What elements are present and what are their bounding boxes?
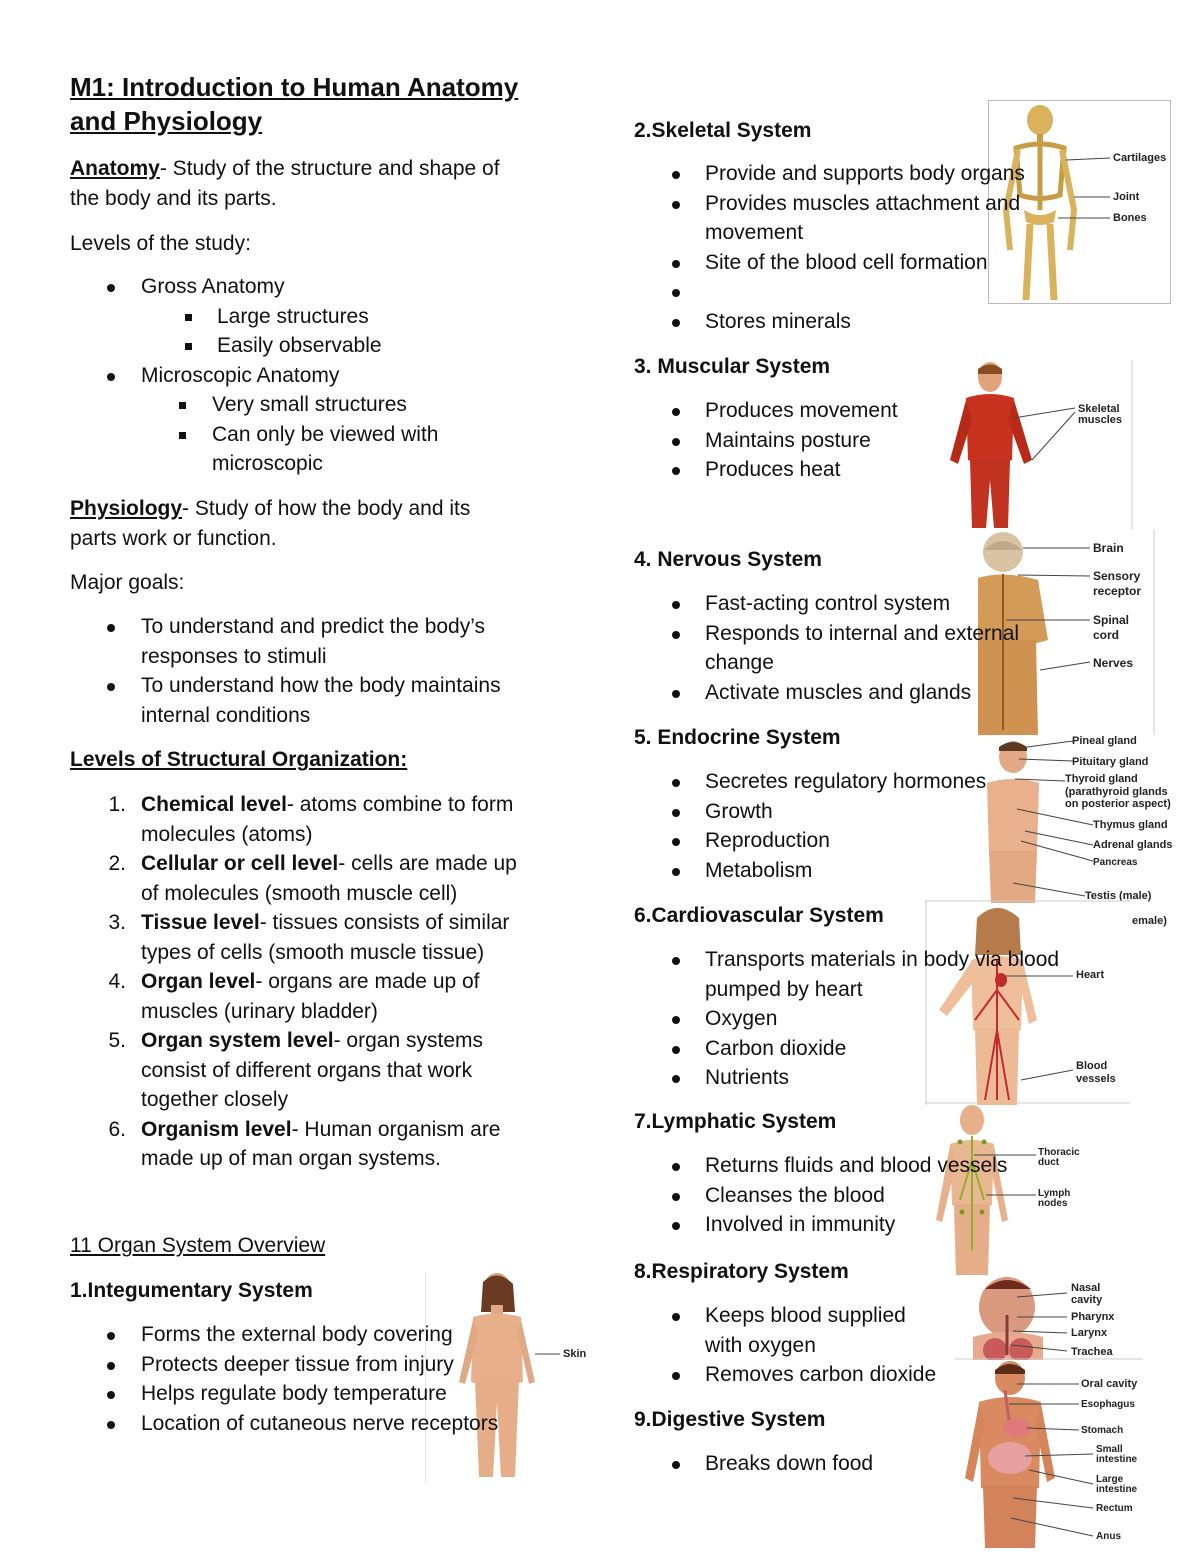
figure-label: nodes xyxy=(1038,1198,1068,1209)
item-text: Site of the blood cell formation xyxy=(705,250,988,274)
list-item xyxy=(70,420,570,450)
square-bullet xyxy=(179,402,186,409)
item-text: Provide and supports body organs xyxy=(705,162,1025,185)
level-name: Chemical level xyxy=(141,793,287,816)
figure-label: receptor xyxy=(1093,584,1142,598)
figure-label: Joint xyxy=(1113,191,1140,203)
bullet xyxy=(672,1163,680,1171)
figure-label: Large xyxy=(1096,1474,1124,1485)
list-item xyxy=(70,1350,590,1380)
lymphatic-list xyxy=(634,1151,1154,1240)
goals-list xyxy=(70,612,570,730)
list-item xyxy=(70,449,570,479)
figure-label: Lymph xyxy=(1038,1188,1071,1199)
figure-label: Anus xyxy=(1096,1531,1121,1542)
figure-label: Adrenal glands xyxy=(1093,839,1173,851)
item-text: Protects deeper tissue from injury xyxy=(141,1352,454,1376)
figure-label: Pineal gland xyxy=(1072,735,1137,747)
level-name: Organism level xyxy=(141,1117,292,1141)
list-item xyxy=(634,945,1154,1004)
figure-label: intestine xyxy=(1096,1454,1138,1465)
item-text: Helps regulate body temperature xyxy=(141,1382,447,1405)
list-item xyxy=(634,307,1154,337)
list-item xyxy=(634,767,1154,797)
structural-list xyxy=(100,790,580,1174)
bullet xyxy=(107,683,115,691)
integumentary-heading: 1.Integumentary System xyxy=(70,1279,313,1302)
physiology-def-1: - Study of how the body and its xyxy=(182,497,471,520)
list-item xyxy=(70,361,570,391)
levels-intro: Levels of the study: xyxy=(70,232,251,255)
list-number: 2. xyxy=(108,852,126,875)
list-item xyxy=(634,248,1154,278)
figure-label: Thyroid gland xyxy=(1065,773,1138,785)
figure-label: Thoracic xyxy=(1038,1147,1080,1158)
item-text: Breaks down food xyxy=(705,1452,874,1475)
figure-label: Spinal xyxy=(1093,613,1130,627)
list-item xyxy=(634,1210,1154,1240)
level-desc: of molecules (smooth muscle cell) xyxy=(141,881,458,905)
item-text: Transports materials in body via blood xyxy=(705,948,1060,971)
figure-label: Skeletal xyxy=(1078,403,1120,415)
list-item xyxy=(70,671,570,730)
bullet xyxy=(672,1313,680,1321)
figure-label: duct xyxy=(1038,1157,1060,1168)
figure-label: Oral cavity xyxy=(1081,1378,1138,1390)
item-text: pumped by heart xyxy=(705,977,863,1001)
bullet xyxy=(672,838,680,846)
bullet xyxy=(672,957,680,965)
list-item xyxy=(634,455,1154,485)
bullet xyxy=(672,1461,680,1469)
list-item xyxy=(100,790,580,849)
item-text: Provides muscles attachment and xyxy=(705,191,1021,215)
anatomy-term: Anatomy xyxy=(70,157,160,180)
list-item xyxy=(634,1181,1154,1211)
list-number: 3. xyxy=(108,911,126,934)
list-item xyxy=(634,277,1154,307)
item-text: Secretes regulatory hormones xyxy=(705,770,987,793)
list-item xyxy=(100,849,580,908)
goal-line: To understand and predict the body’s xyxy=(141,615,486,638)
nervous-list xyxy=(634,589,1154,707)
square-bullet xyxy=(179,432,186,439)
list-item xyxy=(634,1151,1154,1181)
bullet xyxy=(672,289,680,297)
item-text: Produces heat xyxy=(705,458,841,481)
figure-label: Blood xyxy=(1076,1060,1108,1072)
goal-line: internal conditions xyxy=(141,703,311,727)
list-item xyxy=(634,826,1154,856)
figure-label: Brain xyxy=(1093,541,1124,555)
list-item xyxy=(634,159,1154,189)
figure-label: Skin xyxy=(563,1348,587,1360)
list-number: 5. xyxy=(108,1029,126,1052)
list-item xyxy=(634,856,1154,886)
list-number: 1. xyxy=(108,793,126,816)
figure-label: Nasal xyxy=(1071,1282,1101,1294)
square-bullet xyxy=(185,314,192,321)
level-desc: - cells are made up xyxy=(338,852,517,875)
skeletal-heading: 2.Skeletal System xyxy=(634,119,812,142)
item-text: Oxygen xyxy=(705,1007,778,1030)
overview-heading: 11 Organ System Overview xyxy=(70,1234,326,1257)
list-item xyxy=(634,426,1154,456)
item-text: Involved in immunity xyxy=(705,1213,896,1236)
list-item xyxy=(70,1320,590,1350)
level-desc: together closely xyxy=(141,1088,289,1111)
item-text: Activate muscles and glands xyxy=(705,680,972,704)
list-item xyxy=(634,1060,1154,1093)
list-item xyxy=(100,1115,580,1174)
item-text: Nutrients xyxy=(705,1066,790,1089)
list-item xyxy=(634,589,1154,619)
item-text: Metabolism xyxy=(705,858,813,882)
micro-item: Can only be viewed with xyxy=(212,422,439,446)
figure-label: Stomach xyxy=(1081,1425,1124,1436)
bullet xyxy=(672,438,680,446)
level-desc: muscles (urinary bladder) xyxy=(141,999,378,1023)
level-name: Cellular or cell level xyxy=(141,852,339,875)
figure-label: Trachea xyxy=(1071,1346,1113,1358)
list-item xyxy=(634,678,1154,708)
bullet xyxy=(672,408,680,416)
list-number: 4. xyxy=(108,970,126,993)
bullet xyxy=(672,1372,680,1380)
muscular-list xyxy=(634,396,1154,485)
figure-label: Pancreas xyxy=(1093,857,1138,868)
level-desc: made up of man organ systems. xyxy=(141,1147,441,1170)
bullet xyxy=(107,1391,115,1399)
gross-item: Easily observable xyxy=(217,334,382,357)
figure-label: Esophagus xyxy=(1081,1399,1135,1410)
physiology-definition xyxy=(70,494,570,553)
item-text: Returns fluids and blood vessels xyxy=(705,1154,1008,1177)
figure-label: Sensory xyxy=(1093,569,1141,583)
bullet xyxy=(672,631,680,639)
figure-label: emale) xyxy=(1132,915,1167,927)
figure-label: muscles xyxy=(1078,414,1123,426)
figure-label: Larynx xyxy=(1071,1327,1108,1339)
structural-heading: Levels of Structural Organization: xyxy=(70,748,408,771)
figure-label: Rectum xyxy=(1096,1503,1133,1514)
level-desc: - organ systems xyxy=(333,1029,483,1052)
figure-label: on posterior aspect) xyxy=(1065,798,1171,810)
bullet xyxy=(672,319,680,327)
item-text: change xyxy=(705,651,774,674)
bullet xyxy=(107,1332,115,1340)
gross-item: Large structures xyxy=(217,304,369,328)
list-number: 6. xyxy=(108,1117,126,1141)
bullet xyxy=(672,1193,680,1201)
level-desc: - organs are made up of xyxy=(255,970,480,993)
item-text: Cleanses the blood xyxy=(705,1183,885,1207)
figure-label: cavity xyxy=(1071,1294,1103,1306)
level-desc: - atoms combine to form xyxy=(286,793,514,816)
title-line-2: and Physiology xyxy=(70,106,263,136)
digestive-list xyxy=(634,1449,1154,1479)
list-item xyxy=(70,272,570,302)
level-name: Organ level xyxy=(141,970,256,993)
item-text: Growth xyxy=(705,799,773,823)
respiratory-heading: 8.Respiratory System xyxy=(634,1260,849,1283)
list-item xyxy=(634,1004,1154,1034)
cardio-list xyxy=(634,945,1154,1093)
gross-anatomy-label: Gross Anatomy xyxy=(141,275,285,298)
figure-label: Nerves xyxy=(1093,656,1134,670)
figure-label: cord xyxy=(1093,628,1120,642)
physiology-def-2: parts work or function. xyxy=(70,526,277,550)
physiology-term: Physiology xyxy=(70,497,183,520)
bullet xyxy=(107,624,115,632)
bullet xyxy=(672,201,680,209)
micro-item: Very small structures xyxy=(212,393,407,416)
list-item xyxy=(634,1360,1154,1390)
nervous-heading: 4. Nervous System xyxy=(634,548,822,571)
endocrine-list xyxy=(634,767,1154,885)
goal-line: responses to stimuli xyxy=(141,644,327,668)
bullet xyxy=(672,1222,680,1230)
figure-label: Pharynx xyxy=(1071,1311,1115,1323)
bullet xyxy=(672,601,680,609)
figure-label: Bones xyxy=(1113,212,1147,224)
figure-label: (parathyroid glands xyxy=(1065,786,1168,798)
item-text: Location of cutaneous nerve receptors xyxy=(141,1411,499,1435)
figure-label: vessels xyxy=(1076,1073,1116,1085)
list-item xyxy=(634,189,1154,248)
goal-line: To understand how the body maintains xyxy=(141,674,501,697)
bullet xyxy=(672,1016,680,1024)
micro-anatomy-label: Microscopic Anatomy xyxy=(141,363,340,387)
figure-label: Testis (male) xyxy=(1085,890,1152,902)
micro-item: microscopic xyxy=(212,452,323,475)
list-item xyxy=(70,331,570,361)
item-text: Carbon dioxide xyxy=(705,1036,847,1060)
figure-label: Small xyxy=(1096,1444,1123,1455)
item-text: Reproduction xyxy=(705,829,830,852)
item-text: with oxygen xyxy=(705,1333,816,1357)
bullet xyxy=(672,260,680,268)
list-item xyxy=(634,797,1154,827)
level-desc: types of cells (smooth muscle tissue) xyxy=(141,940,485,964)
skeletal-list xyxy=(634,159,1154,336)
anatomy-definition xyxy=(70,154,570,213)
item-text: Keeps blood supplied xyxy=(705,1304,906,1327)
list-item xyxy=(70,1379,590,1409)
level-desc: molecules (atoms) xyxy=(141,822,313,846)
list-item xyxy=(70,302,570,332)
figure-label: Pituitary gland xyxy=(1072,756,1149,768)
cardio-heading: 6.Cardiovascular System xyxy=(634,904,884,927)
bullet xyxy=(672,1075,680,1083)
level-desc: - tissues consists of similar xyxy=(259,911,510,934)
level-name: Tissue level xyxy=(141,911,260,934)
item-text: Responds to internal and external xyxy=(705,621,1020,645)
list-item xyxy=(70,1409,590,1439)
list-item xyxy=(634,1449,1154,1479)
item-text: Removes carbon dioxide xyxy=(705,1363,937,1386)
anatomy-def-1: - Study of the structure and shape of xyxy=(159,157,500,180)
page-title xyxy=(70,70,518,138)
level-desc: - Human organism are xyxy=(291,1117,501,1141)
bullet xyxy=(107,1362,115,1370)
list-item xyxy=(634,1301,1154,1360)
respiratory-list xyxy=(634,1301,1154,1390)
item-text: Fast-acting control system xyxy=(705,592,951,615)
goals-intro: Major goals: xyxy=(70,571,185,594)
integumentary-list xyxy=(70,1320,590,1438)
bullet xyxy=(107,284,115,292)
figure-label: Thymus gland xyxy=(1093,819,1168,831)
item-text: Forms the external body covering xyxy=(141,1323,453,1346)
bullet xyxy=(672,690,680,698)
list-item xyxy=(634,396,1154,426)
bullet xyxy=(672,171,680,179)
list-item xyxy=(70,390,570,420)
list-item xyxy=(70,612,570,671)
anatomy-def-2: the body and its parts. xyxy=(70,186,277,210)
list-item xyxy=(100,967,580,1026)
list-item xyxy=(634,619,1154,678)
level-desc: consist of different organs that work xyxy=(141,1058,473,1082)
bullet xyxy=(672,809,680,817)
bullet xyxy=(107,1421,115,1429)
item-text: Stores minerals xyxy=(705,309,851,333)
bullet xyxy=(672,467,680,475)
list-item xyxy=(634,1034,1154,1064)
bullet xyxy=(672,868,680,876)
level-name: Organ system level xyxy=(141,1029,334,1052)
bullet xyxy=(107,373,115,381)
muscular-heading: 3. Muscular System xyxy=(634,355,831,378)
bullet xyxy=(672,1046,680,1054)
list-item xyxy=(100,1026,580,1115)
title-line-1: M1: Introduction to Human Anatomy xyxy=(70,72,519,102)
item-text: Maintains posture xyxy=(705,428,871,452)
bullet xyxy=(672,779,680,787)
figure-label: Cartilages xyxy=(1113,152,1167,164)
figure-label: intestine xyxy=(1096,1484,1138,1495)
digestive-heading: 9.Digestive System xyxy=(634,1408,826,1431)
item-text: Produces movement xyxy=(705,399,898,422)
list-item xyxy=(100,908,580,967)
square-bullet xyxy=(185,343,192,350)
figure-label: Heart xyxy=(1076,969,1105,981)
item-text: movement xyxy=(705,221,804,244)
endocrine-heading: 5. Endocrine System xyxy=(634,726,841,749)
lymphatic-heading: 7.Lymphatic System xyxy=(634,1110,837,1133)
levels-list xyxy=(70,272,570,479)
